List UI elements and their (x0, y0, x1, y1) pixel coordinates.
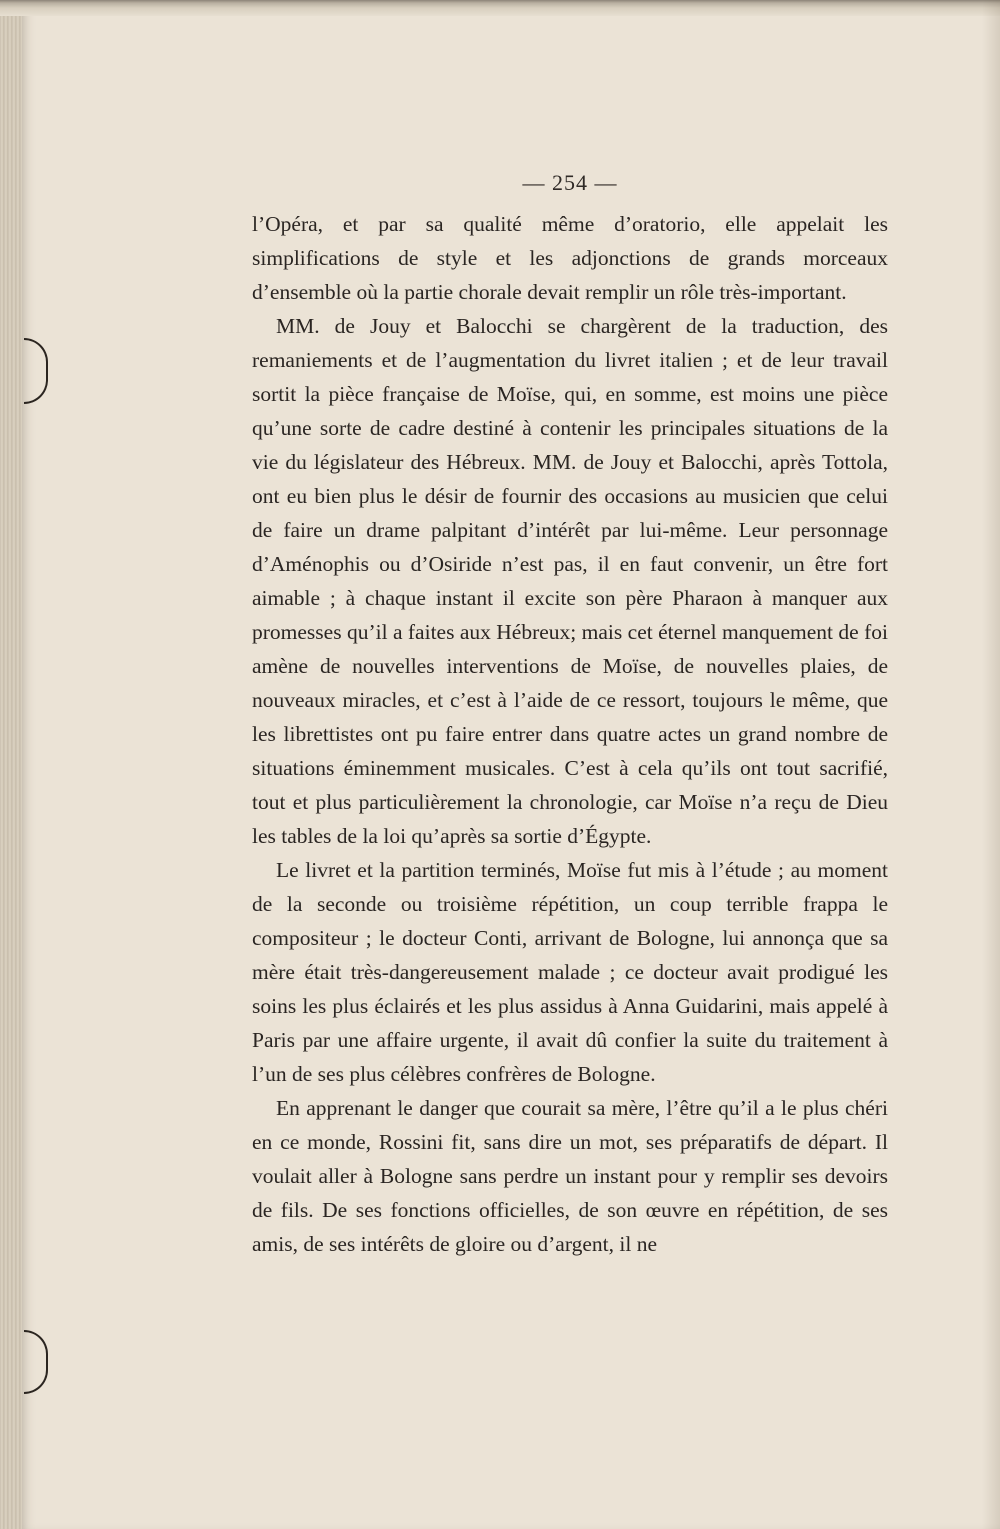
paragraph: l’Opéra, et par sa qualité même d’oratorio, elle appelait les simplifications de style et les adjonctions de grands morceaux d’ensemble où la partie chorale devait remplir un rôle très-important. (252, 212, 888, 304)
paragraph: En apprenant le danger que courait sa mère, l’être qu’il a le plus chéri en ce monde, Rossini fit, sans dire un mot, ses préparatifs de départ. Il voulait aller à Bologne sans perdre un instant pour y remplir ses devoirs de fils. De ses fonctions officielles, de son œuvre en répétition, de ses amis, de ses intérêts de gloire ou d’argent, il ne (252, 1096, 888, 1256)
paragraph: Le livret et la partition terminés, Moïse fut mis à l’étude ; au moment de la seconde ou troisième répétition, un coup terrible frappa le compositeur ; le docteur Conti, arrivant de Bologne, lui annonça que sa mère était très-dangereusement malade ; ce docteur avait prodigué les soins les plus éclairés et les plus assidus à Anna Guidarini, mais appelé à Paris par une affaire urgente, il avait dû confier la suite du traitement à l’un de ses plus célèbres confrères de Bologne. (252, 858, 888, 1086)
right-edge-shadow (982, 0, 1000, 1529)
top-edge-shadow (0, 0, 1000, 16)
page-edge-stack (0, 0, 24, 1529)
page-number: — 254 — (522, 170, 618, 195)
paragraph: MM. de Jouy et Balocchi se chargèrent de la traduction, des remaniements et de l’augmentation du livret italien ; et de leur travail sortit la pièce française de Moïse, qui, en somme, est moins une pièce qu’une sorte de cadre destiné à contenir les principales situations de la vie du législateur des Hébreux. MM. de Jouy et Balocchi, après Tottola, ont eu bien plus le désir de fournir des occasions au musicien que celui de faire un drame palpitant d’intérêt par lui-même. Leur personnage d’Aménophis ou d’Osiride n’est pas, il en faut convenir, un être fort aimable ; à chaque instant il excite son père Pharaon à manquer aux promesses qu’il a faites aux Hébreux; mais cet éternel manquement de foi amène de nouvelles interventions de Moïse, de nouvelles plaies, de nouveaux miracles, et c’est à l’aide de ce ressort, toujours le même, que les librettistes ont pu faire entrer dans quatre actes un grand nombre de situations éminemment musicales. C’est à cela qu’ils ont tout sacrifié, tout et plus particulièrement la chronologie, car Moïse n’a reçu de Dieu les tables de la loi qu’après sa sortie d’Égypte. (252, 314, 888, 848)
body-text (252, 207, 888, 1261)
